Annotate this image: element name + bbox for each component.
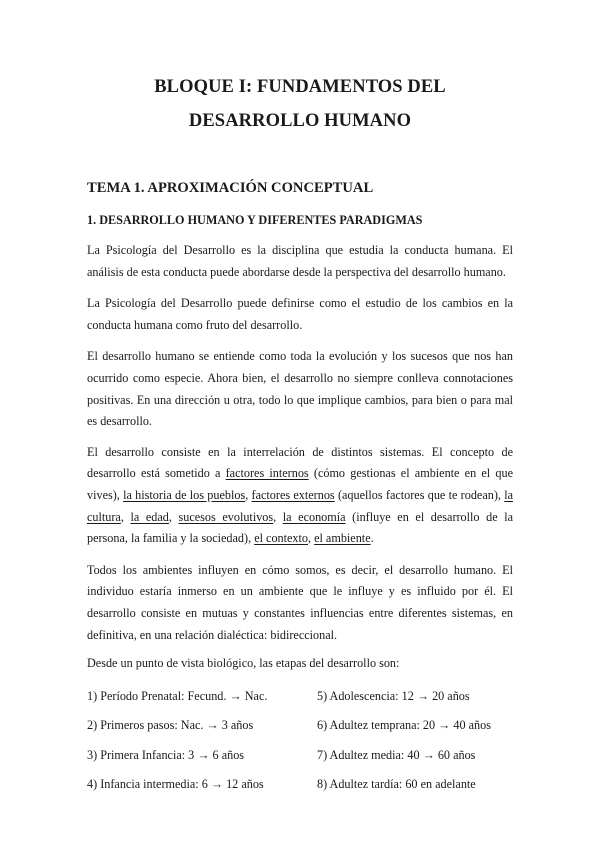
- underlined-term-life-events: sucesos evolutivos: [178, 509, 274, 524]
- underlined-term-external-factors: factores externos: [251, 487, 335, 502]
- underlined-term-history: la historia de los pueblos: [123, 487, 246, 502]
- paragraph-definition: La Psicología del Desarrollo es la disciplina que estudia la conducta humana. El análisis de esta conducta puede abordarse desde la perspectiva del desarrollo humano.: [87, 243, 513, 279]
- topic-heading: TEMA 1. APROXIMACIÓN CONCEPTUAL: [87, 180, 374, 196]
- block-title-line2: DESARROLLO HUMANO: [188, 111, 412, 131]
- underlined-term-environment: el ambiente: [314, 531, 371, 546]
- stage-item: 6) Adultez temprana: 20 → 40 años: [317, 718, 491, 733]
- underlined-term-economy: la economía: [282, 509, 346, 524]
- text-segment: .: [370, 531, 374, 546]
- block-title-line1: BLOQUE I: FUNDAMENTOS DEL: [154, 77, 446, 97]
- section-heading: 1. DESARROLLO HUMANO Y DIFERENTES PARADIGMAS: [87, 213, 423, 227]
- paragraph-environments: Todos los ambientes influyen en cómo somos, es decir, el desarrollo humano. El individuo estaría inmerso en un ambiente que le influye y es influido por él. El desarrollo consiste en mutuas y constantes influencias entre diferentes sistemas, en definitiva, en una relación dialéctica: bidireccional.: [87, 562, 513, 642]
- text-segment: ,: [308, 531, 315, 546]
- paragraph-human-development: El desarrollo humano se entiende como toda la evolución y los sucesos que nos han ocurrido como especie. Ahora bien, el desarrollo no siempre conlleva connotaciones positivas. En una dirección u otra, todo lo que implique cambios, para bien o para mal es desarrollo.: [87, 349, 513, 429]
- text-segment: (cómo gestionas el ambiente en el que vives),: [87, 466, 513, 502]
- stage-item: 4) Infancia intermedia: 6 → 12 años: [87, 777, 264, 792]
- underlined-term-age: la edad: [130, 509, 169, 524]
- text-segment: El desarrollo consiste en la interrelación de distintos sistemas. El concepto de desarrollo está sometido a: [87, 444, 513, 481]
- text-segment: ,: [245, 487, 252, 502]
- text-segment: (aquellos factores que te rodean),: [334, 487, 505, 502]
- stage-item: 5) Adolescencia: 12 → 20 años: [317, 688, 470, 703]
- paragraph-development-factors: [87, 442, 513, 550]
- text-segment: ,: [273, 509, 283, 524]
- text-segment: (influye en el desarrollo de la persona, la familia y la sociedad),: [87, 509, 514, 546]
- underlined-term-internal-factors: factores internos: [225, 466, 309, 481]
- stage-item: 3) Primera Infancia: 3 → 6 años: [87, 747, 245, 762]
- paragraph-study-of-changes: La Psicología del Desarrollo puede definirse como el estudio de los cambios en la conducta humana como fruto del desarrollo.: [87, 296, 513, 332]
- underlined-term-culture: la cultura: [87, 487, 514, 524]
- stage-item: 8) Adultez tardía: 60 en adelante: [317, 777, 476, 792]
- text-segment: ,: [120, 509, 131, 524]
- stage-item: 1) Período Prenatal: Fecund. → Nac.: [87, 688, 268, 703]
- stage-item: 7) Adultez media: 40 → 60 años: [317, 747, 476, 762]
- paragraph-stages-intro: Desde un punto de vista biológico, las etapas del desarrollo son:: [87, 656, 400, 671]
- underlined-term-context: el contexto: [254, 531, 308, 546]
- text-segment: ,: [168, 509, 179, 524]
- development-stages-list: [87, 682, 513, 800]
- stage-item: 2) Primeros pasos: Nac. → 3 años: [87, 718, 254, 733]
